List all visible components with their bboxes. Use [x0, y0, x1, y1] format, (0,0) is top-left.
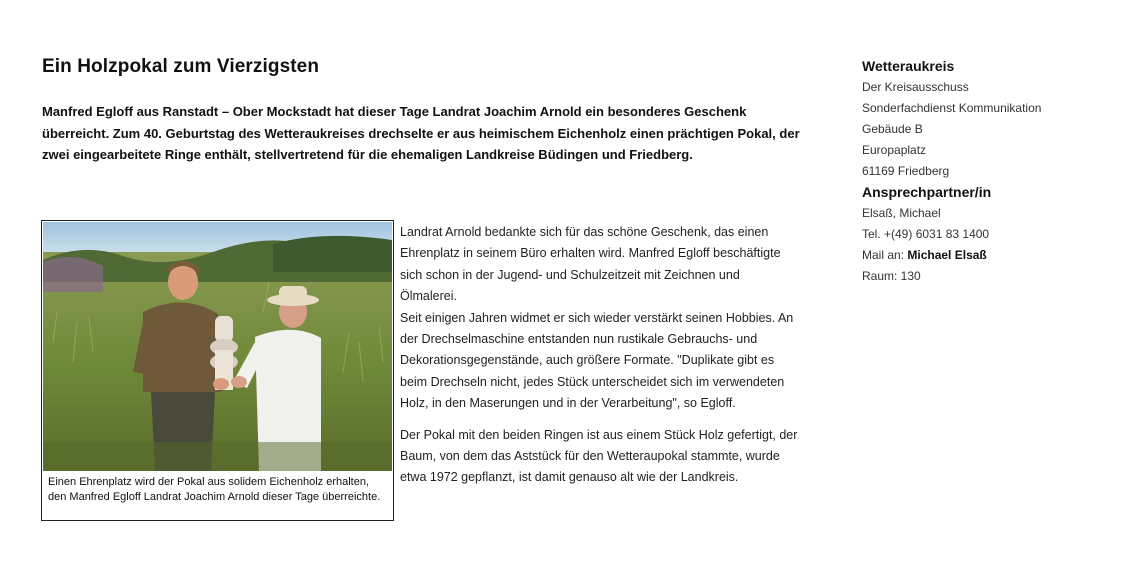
- article-paragraph: Der Pokal mit den beiden Ringen ist aus einem Stück Holz gefertigt, der Baum, von dem das Aststück für den Wetteraupokal stammte, wurde etwa 1972 gepflanzt, ist damit genauso alt wie der Landkreis.: [400, 427, 798, 485]
- mail-prefix: Mail an:: [862, 248, 905, 262]
- photo-caption: Einen Ehrenplatz wird der Pokal aus solidem Eichenholz erhalten, den Manfred Egloff Landrat Joachim Arnold dieser Tage überreichte.: [48, 476, 381, 503]
- mail-link[interactable]: Michael Elsaß: [907, 248, 987, 262]
- org-line: Der Kreisausschuss: [862, 80, 969, 94]
- contact-name: Elsaß, Michael: [862, 206, 941, 220]
- article-body: [400, 222, 800, 489]
- photo-illustration: [43, 222, 392, 471]
- contact-phone: Tel. +(49) 6031 83 1400: [862, 227, 990, 241]
- article-lead: Manfred Egloff aus Ranstadt – Ober Mockstadt hat dieser Tage Landrat Joachim Arnold ein besonderes Geschenk überreicht. Zum 40. Geburtstag des Wetteraukreises drechselte er aus heimischem Eichenholz einen prächtigen Pokal, der zwei eingearbeitete Ringe enthält, stellvertretend für die ehemaligen Landkreise Büdingen und Friedberg.: [42, 104, 800, 162]
- article-title: Ein Holzpokal zum Vierzigsten: [42, 56, 320, 77]
- contact-sidebar: [862, 56, 1122, 287]
- org-line: 61169 Friedberg: [862, 164, 950, 178]
- article-paragraph: Seit einigen Jahren widmet er sich wieder verstärkt seinen Hobbies. An der Drechselmaschine entstanden nun rustikale Gebrauchs- und Dekorationsgegenstände, auch größere Formate. "Duplikate gibt es beim Drechseln nicht, jedes Stück unterscheidet sich im verwendeten Holz, in den Maserungen und in der Verarbeitung", so Egloff.: [400, 310, 794, 411]
- article-figure: [41, 220, 394, 521]
- article-photo: [43, 222, 392, 471]
- contact-room: Raum: 130: [862, 269, 921, 283]
- contact-heading: Ansprechpartner/in: [862, 184, 992, 200]
- article-paragraph: Landrat Arnold bedankte sich für das schöne Geschenk, das einen Ehrenplatz in seinem Büro erhalten wird. Manfred Egloff beschäftigte sich schon in der Jugend- und Schulzeitzeit mit Zeichnen und Ölmalerei.: [400, 225, 781, 304]
- org-line: Gebäude B: [862, 122, 923, 136]
- org-line: Sonderfachdienst Kommunikation: [862, 101, 1042, 115]
- org-line: Europaplatz: [862, 143, 927, 157]
- contact-mail: [862, 245, 1122, 266]
- org-heading: Wetteraukreis: [862, 58, 955, 74]
